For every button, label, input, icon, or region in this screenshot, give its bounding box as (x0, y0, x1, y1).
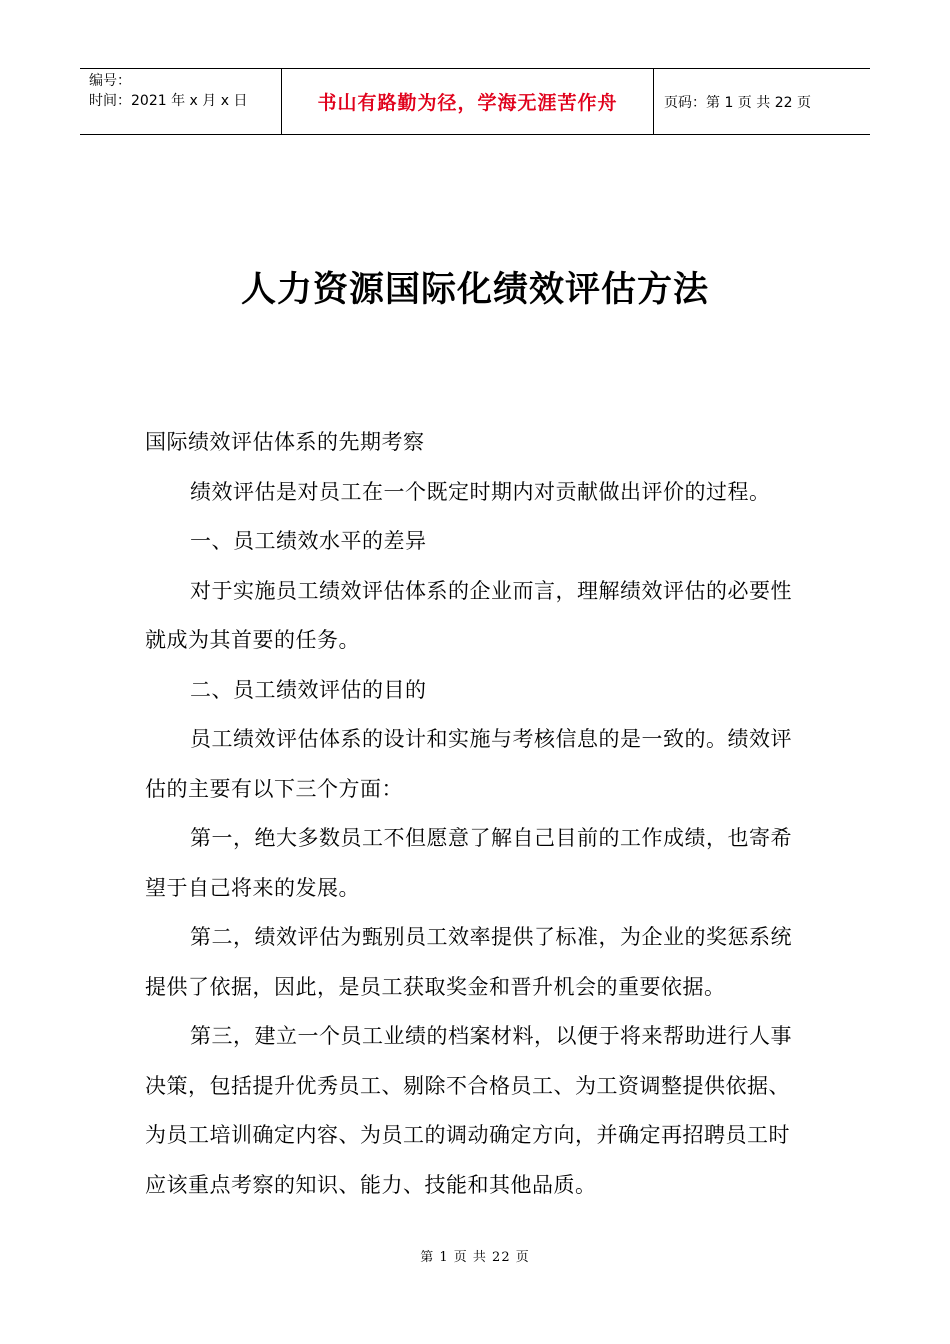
header-motto: 书山有路勤为径，学海无涯苦作舟 (282, 69, 654, 134)
subsection-heading: 二、员工绩效评估的目的 (190, 677, 427, 702)
header-meta (80, 69, 282, 134)
paragraph: 员工绩效评估体系的设计和实施与考核信息的是一致的。绩效评估的主要有以下三个方面： (145, 727, 792, 801)
paragraph: 第一，绝大多数员工不但愿意了解自己目前的工作成绩，也寄希望于自己将来的发展。 (145, 826, 792, 900)
paragraph: 第三，建立一个员工业绩的档案材料，以便于将来帮助进行人事决策，包括提升优秀员工、剔除不合格员工、为工资调整提供依据、为员工培训确定内容、为员工的调动确定方向，并确定再招聘员工时应该重点考察的知识、能力、技能和其他品质。 (145, 1024, 792, 1197)
document-title: 人力资源国际化绩效评估方法 (240, 270, 709, 310)
header-page-info: 页码：第 1 页 共 22 页 (664, 94, 811, 111)
section-heading: 国际绩效评估体系的先期考察 (145, 430, 425, 454)
paragraph: 对于实施员工绩效评估体系的企业而言，理解绩效评估的必要性就成为其首要的任务。 (145, 578, 792, 652)
document-body (145, 418, 800, 1210)
document-date: 时间：2021 年 x 月 x 日 (89, 93, 248, 109)
subsection-heading: 一、员工绩效水平的差异 (190, 529, 427, 553)
page-footer: 第 1 页 共 22 页 (420, 1250, 530, 1265)
document-header (80, 68, 870, 135)
paragraph: 第二，绩效评估为甄别员工效率提供了标准，为企业的奖惩系统提供了依据，因此，是员工获取奖金和晋升机会的重要依据。 (145, 925, 792, 999)
document-number-label: 编号： (89, 73, 131, 89)
paragraph: 绩效评估是对员工在一个既定时期内对贡献做出评价的过程。 (190, 479, 771, 504)
